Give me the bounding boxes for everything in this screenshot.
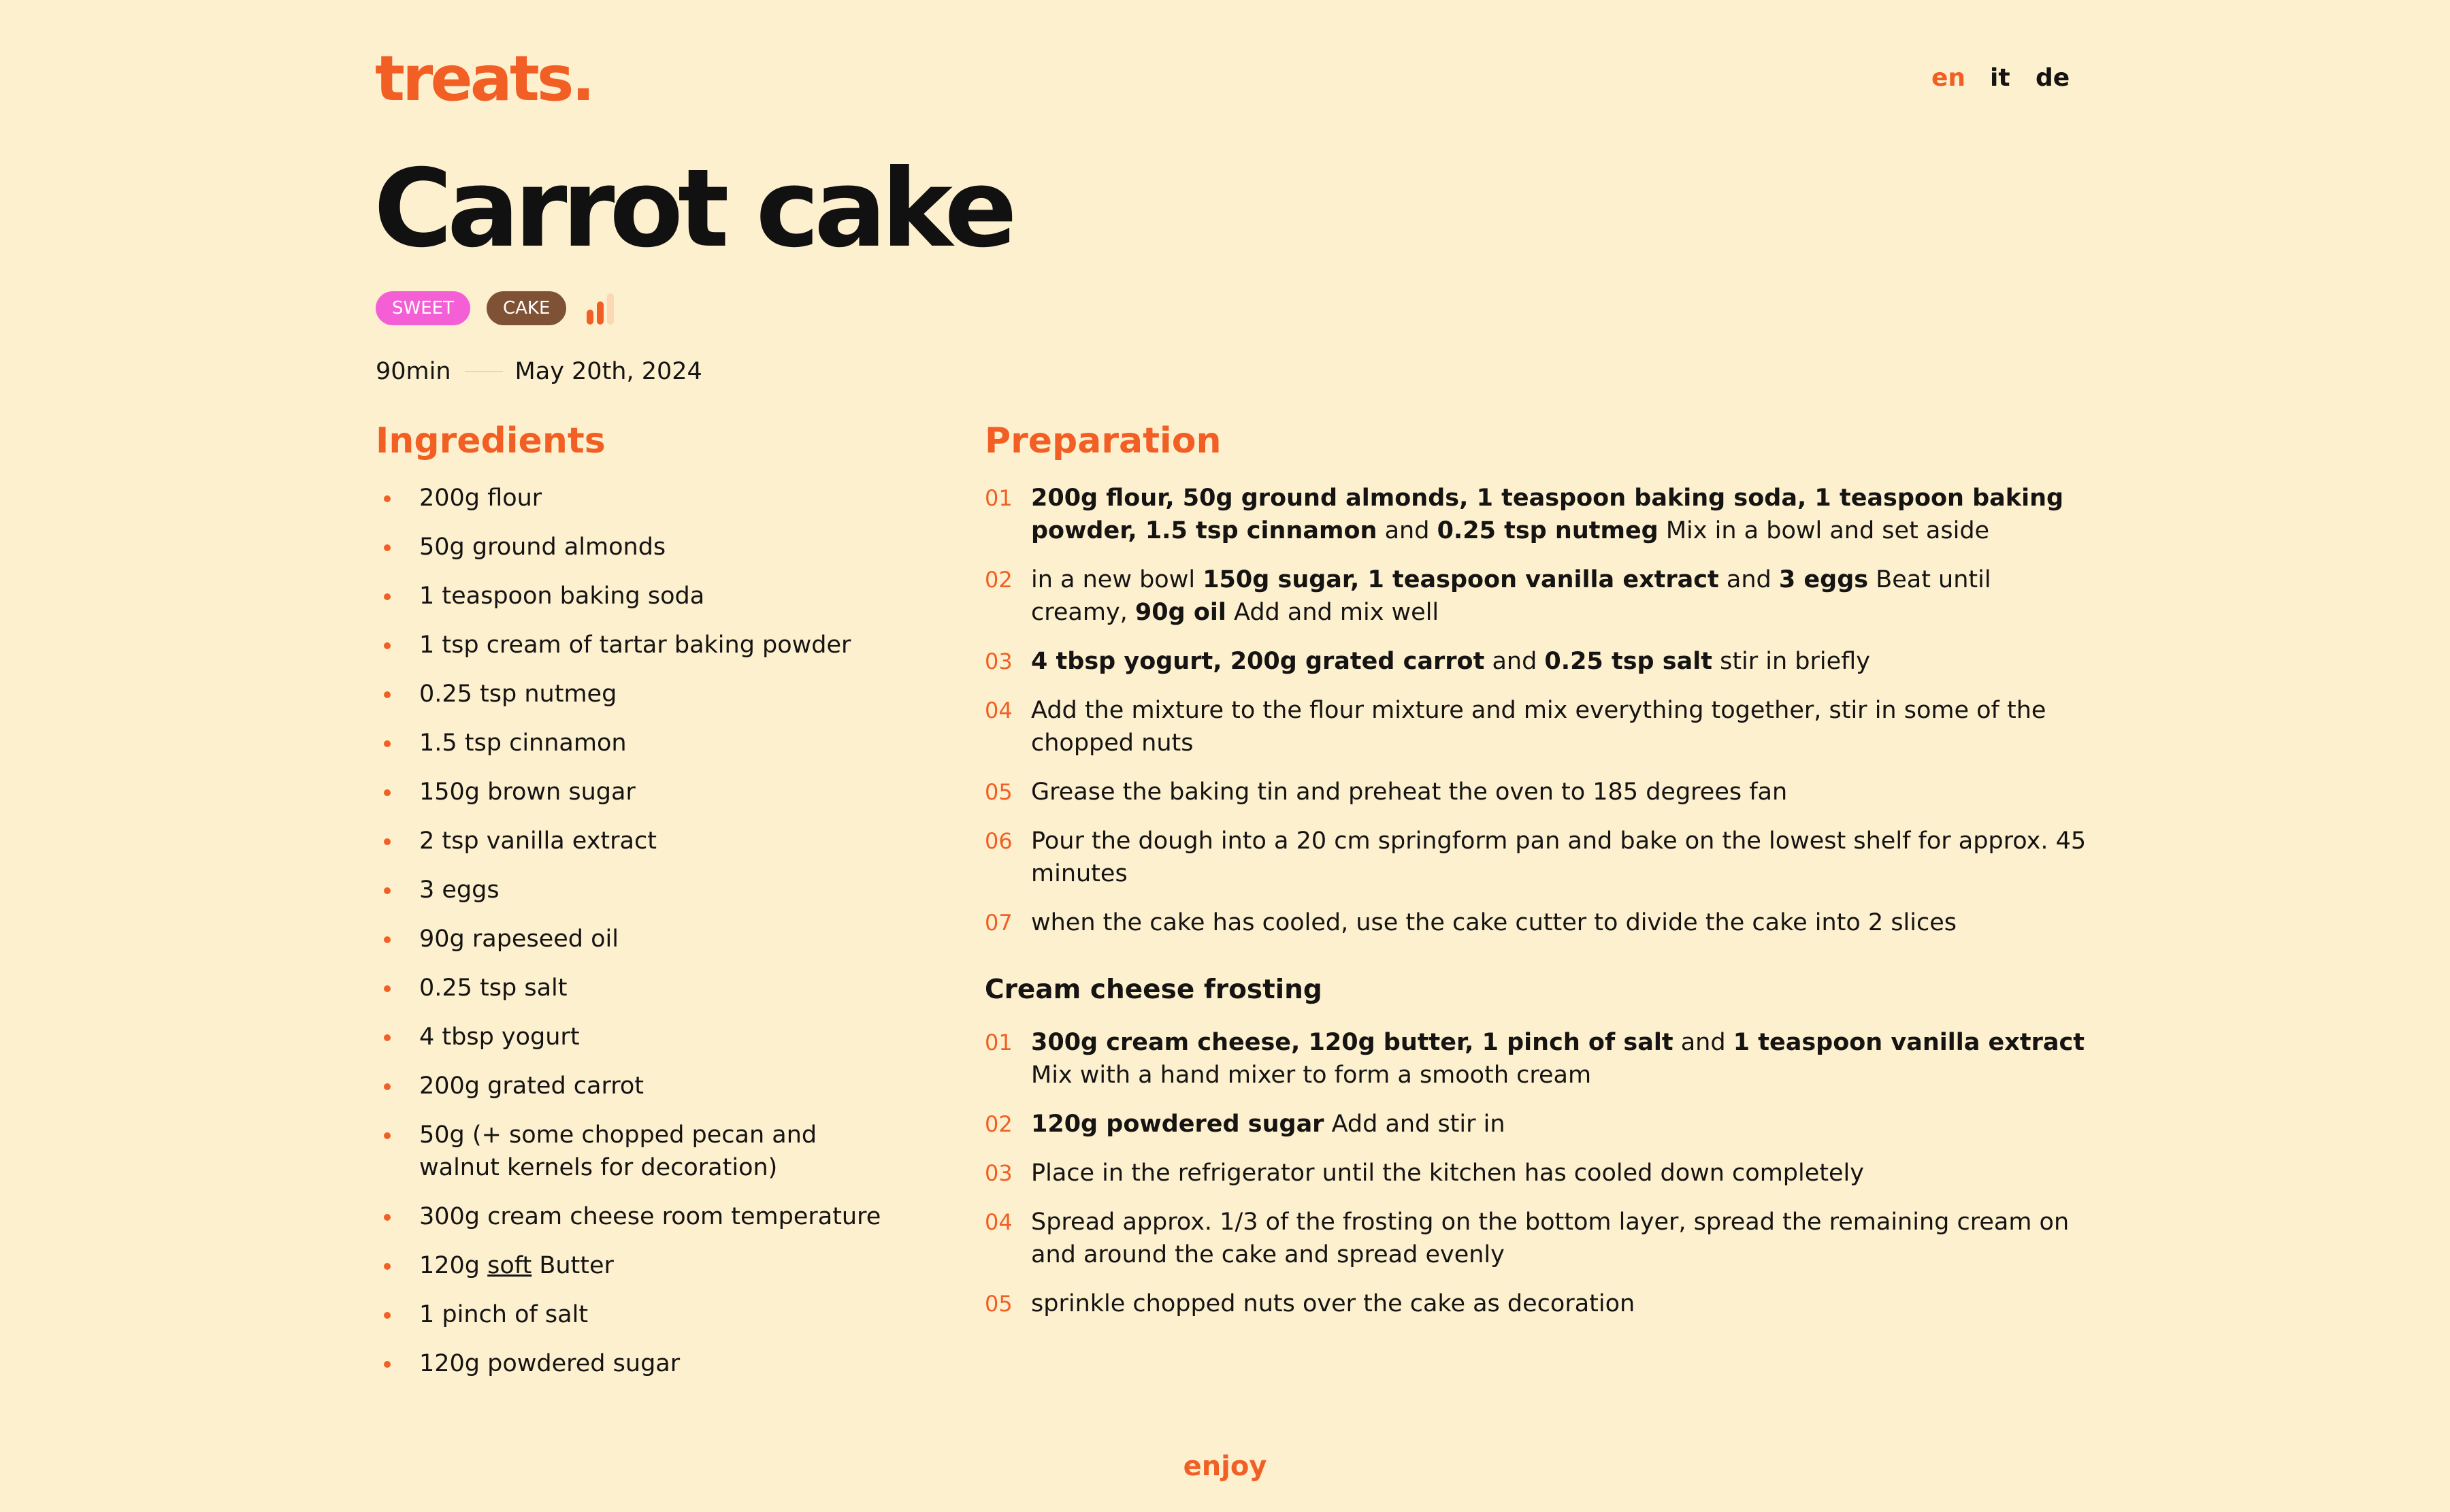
- ingredient-text: 200g flour: [419, 484, 542, 512]
- step-item: [985, 563, 2087, 629]
- ingredient-text: 1 pinch of salt: [419, 1301, 589, 1328]
- preparation-heading: Preparation: [985, 421, 1222, 461]
- lang-it-link[interactable]: it: [1990, 64, 2010, 92]
- step-instruction: Beat until creamy,: [1031, 566, 1991, 626]
- step-ingredient: 3 eggs: [1778, 566, 1869, 593]
- ingredient-text: 2 tsp vanilla extract: [419, 827, 657, 855]
- ingredient-item: [376, 874, 893, 906]
- step-ingredient: 0.25 tsp nutmeg: [1437, 517, 1659, 544]
- step-instruction: Spread approx. 1/3 of the frosting on the bottom layer, spread the remaining cream on and around the cake and spread evenly: [1031, 1209, 2070, 1268]
- ingredient-text: 1 teaspoon baking soda: [419, 582, 705, 610]
- step-instruction: Place in the refrigerator until the kitchen has cooled down completely: [1031, 1160, 1864, 1187]
- preparation-steps: [985, 482, 2087, 955]
- step-instruction: in a new bowl: [1031, 566, 1203, 593]
- step-item: [985, 694, 2087, 759]
- step-instruction: when the cake has cooled, use the cake cutter to divide the cake into 2 slices: [1031, 909, 1957, 936]
- ingredient-item: [376, 923, 893, 955]
- step-number: 03: [985, 1160, 1013, 1186]
- step-text: [1031, 1026, 2087, 1091]
- tag-list: [376, 291, 617, 325]
- ingredient-text: 200g grated carrot: [419, 1072, 644, 1100]
- tag-cake[interactable]: CAKE: [487, 291, 566, 325]
- step-text: [1031, 645, 1870, 678]
- ingredient-item: [376, 1070, 893, 1102]
- step-text: [1031, 563, 2087, 629]
- ingredient-text: 0.25 tsp salt: [419, 974, 568, 1002]
- step-ingredient: 4 tbsp yogurt, 200g grated carrot: [1031, 648, 1485, 675]
- step-item: [985, 906, 2087, 939]
- step-item: [985, 1287, 2087, 1320]
- ingredient-underlined: soft: [487, 1252, 532, 1279]
- step-number: 04: [985, 697, 1013, 723]
- step-ingredient: 150g sugar, 1 teaspoon vanilla extract: [1203, 566, 1719, 593]
- step-number: 02: [985, 567, 1013, 593]
- step-item: [985, 482, 2087, 547]
- ingredient-text: 300g cream cheese room temperature: [419, 1203, 881, 1230]
- step-text: [1031, 776, 1787, 808]
- ingredient-text: 1.5 tsp cinnamon: [419, 729, 627, 757]
- step-text: [1031, 1206, 2087, 1271]
- ingredient-text: 150g brown sugar: [419, 778, 636, 806]
- step-instruction: Mix in a bowl and set aside: [1658, 517, 1990, 544]
- step-instruction: Mix with a hand mixer to form a smooth cream: [1031, 1062, 1592, 1089]
- step-number: 05: [985, 1291, 1013, 1317]
- ingredient-text: 120g powdered sugar: [419, 1350, 681, 1377]
- ingredient-item: [376, 678, 893, 710]
- ingredient-item: [376, 1298, 893, 1331]
- step-instruction: Add and mix well: [1226, 599, 1439, 626]
- ingredient-text: 120g: [419, 1252, 488, 1279]
- step-instruction: Add the mixture to the flour mixture and mix everything together, stir in some of the chopped nuts: [1031, 697, 2046, 757]
- ingredient-item: [376, 776, 893, 808]
- step-item: [985, 1206, 2087, 1271]
- step-number: 03: [985, 648, 1013, 674]
- step-number: 06: [985, 828, 1013, 854]
- step-text: [1031, 1108, 1505, 1140]
- duration: 90min: [376, 358, 451, 385]
- ingredient-item: [376, 531, 893, 563]
- ingredient-text: 50g (+ some chopped pecan and walnut kernels for decoration): [419, 1121, 817, 1181]
- step-number: 04: [985, 1209, 1013, 1235]
- step-text: [1031, 1287, 1635, 1320]
- step-text: [1031, 482, 2087, 547]
- recipe-title: Carrot cake: [374, 146, 1012, 272]
- ingredients-heading: Ingredients: [376, 421, 606, 461]
- step-instruction: Pour the dough into a 20 cm springform pan and bake on the lowest shelf for approx. 45 minutes: [1031, 827, 2087, 887]
- ingredient-item: [376, 1021, 893, 1053]
- brand-logo[interactable]: treats.: [375, 42, 593, 115]
- step-instruction: and: [1484, 648, 1545, 675]
- ingredients-list: [376, 482, 893, 1396]
- ingredient-item: [376, 972, 893, 1004]
- step-instruction: and: [1718, 566, 1779, 593]
- ingredient-item: [376, 1200, 893, 1233]
- publish-date: May 20th, 2024: [514, 358, 702, 385]
- difficulty-icon: [587, 292, 617, 325]
- ingredient-item: [376, 629, 893, 661]
- step-ingredient: 0.25 tsp salt: [1544, 648, 1712, 675]
- step-item: [985, 645, 2087, 678]
- ingredient-text: 90g rapeseed oil: [419, 925, 619, 953]
- step-item: [985, 1157, 2087, 1189]
- step-ingredient: 120g powdered sugar: [1031, 1111, 1324, 1138]
- step-item: [985, 1026, 2087, 1091]
- step-instruction: stir in briefly: [1712, 648, 1870, 675]
- recipe-meta: [376, 358, 702, 385]
- ingredient-item: [376, 1119, 893, 1184]
- step-number: 07: [985, 910, 1013, 936]
- step-number: 02: [985, 1111, 1013, 1137]
- ingredient-item: [376, 1249, 893, 1282]
- step-number: 05: [985, 779, 1013, 805]
- step-ingredient: 200g flour, 50g ground almonds, 1 teaspoon baking soda, 1 teaspoon baking powder, 1.5 tsp cinnamon: [1031, 484, 2064, 544]
- ingredient-item: [376, 580, 893, 612]
- step-item: [985, 825, 2087, 890]
- ingredient-text: Butter: [532, 1252, 614, 1279]
- ingredient-item: [376, 1347, 893, 1380]
- footer-enjoy: enjoy: [1183, 1451, 1267, 1482]
- step-number: 01: [985, 1030, 1013, 1055]
- step-text: [1031, 1157, 1864, 1189]
- ingredient-item: [376, 727, 893, 759]
- step-instruction: and: [1377, 517, 1437, 544]
- lang-de-link[interactable]: de: [2036, 64, 2070, 92]
- step-text: [1031, 694, 2087, 759]
- ingredient-text: 1 tsp cream of tartar baking powder: [419, 631, 851, 659]
- step-item: [985, 1108, 2087, 1140]
- ingredient-text: 0.25 tsp nutmeg: [419, 680, 617, 708]
- ingredient-text: 50g ground almonds: [419, 533, 666, 561]
- ingredient-item: [376, 825, 893, 857]
- step-text: [1031, 825, 2087, 890]
- frosting-steps: [985, 1026, 2087, 1336]
- step-number: 01: [985, 485, 1013, 511]
- frosting-heading: Cream cheese frosting: [985, 974, 1322, 1005]
- ingredient-item: [376, 482, 893, 514]
- lang-en-link[interactable]: en: [1931, 64, 1966, 92]
- step-instruction: Add and stir in: [1324, 1111, 1505, 1138]
- tag-sweet[interactable]: SWEET: [376, 291, 470, 325]
- step-ingredient: 90g oil: [1134, 599, 1226, 626]
- ingredient-text: 4 tbsp yogurt: [419, 1023, 580, 1051]
- step-instruction: and: [1673, 1029, 1733, 1056]
- step-ingredient: 300g cream cheese, 120g butter, 1 pinch of salt: [1031, 1029, 1673, 1056]
- step-item: [985, 776, 2087, 808]
- step-instruction: sprinkle chopped nuts over the cake as decoration: [1031, 1290, 1635, 1317]
- ingredient-text: 3 eggs: [419, 876, 500, 904]
- step-ingredient: 1 teaspoon vanilla extract: [1733, 1029, 2085, 1056]
- step-instruction: Grease the baking tin and preheat the oven to 185 degrees fan: [1031, 778, 1788, 806]
- meta-divider: [465, 371, 503, 372]
- step-text: [1031, 906, 1957, 939]
